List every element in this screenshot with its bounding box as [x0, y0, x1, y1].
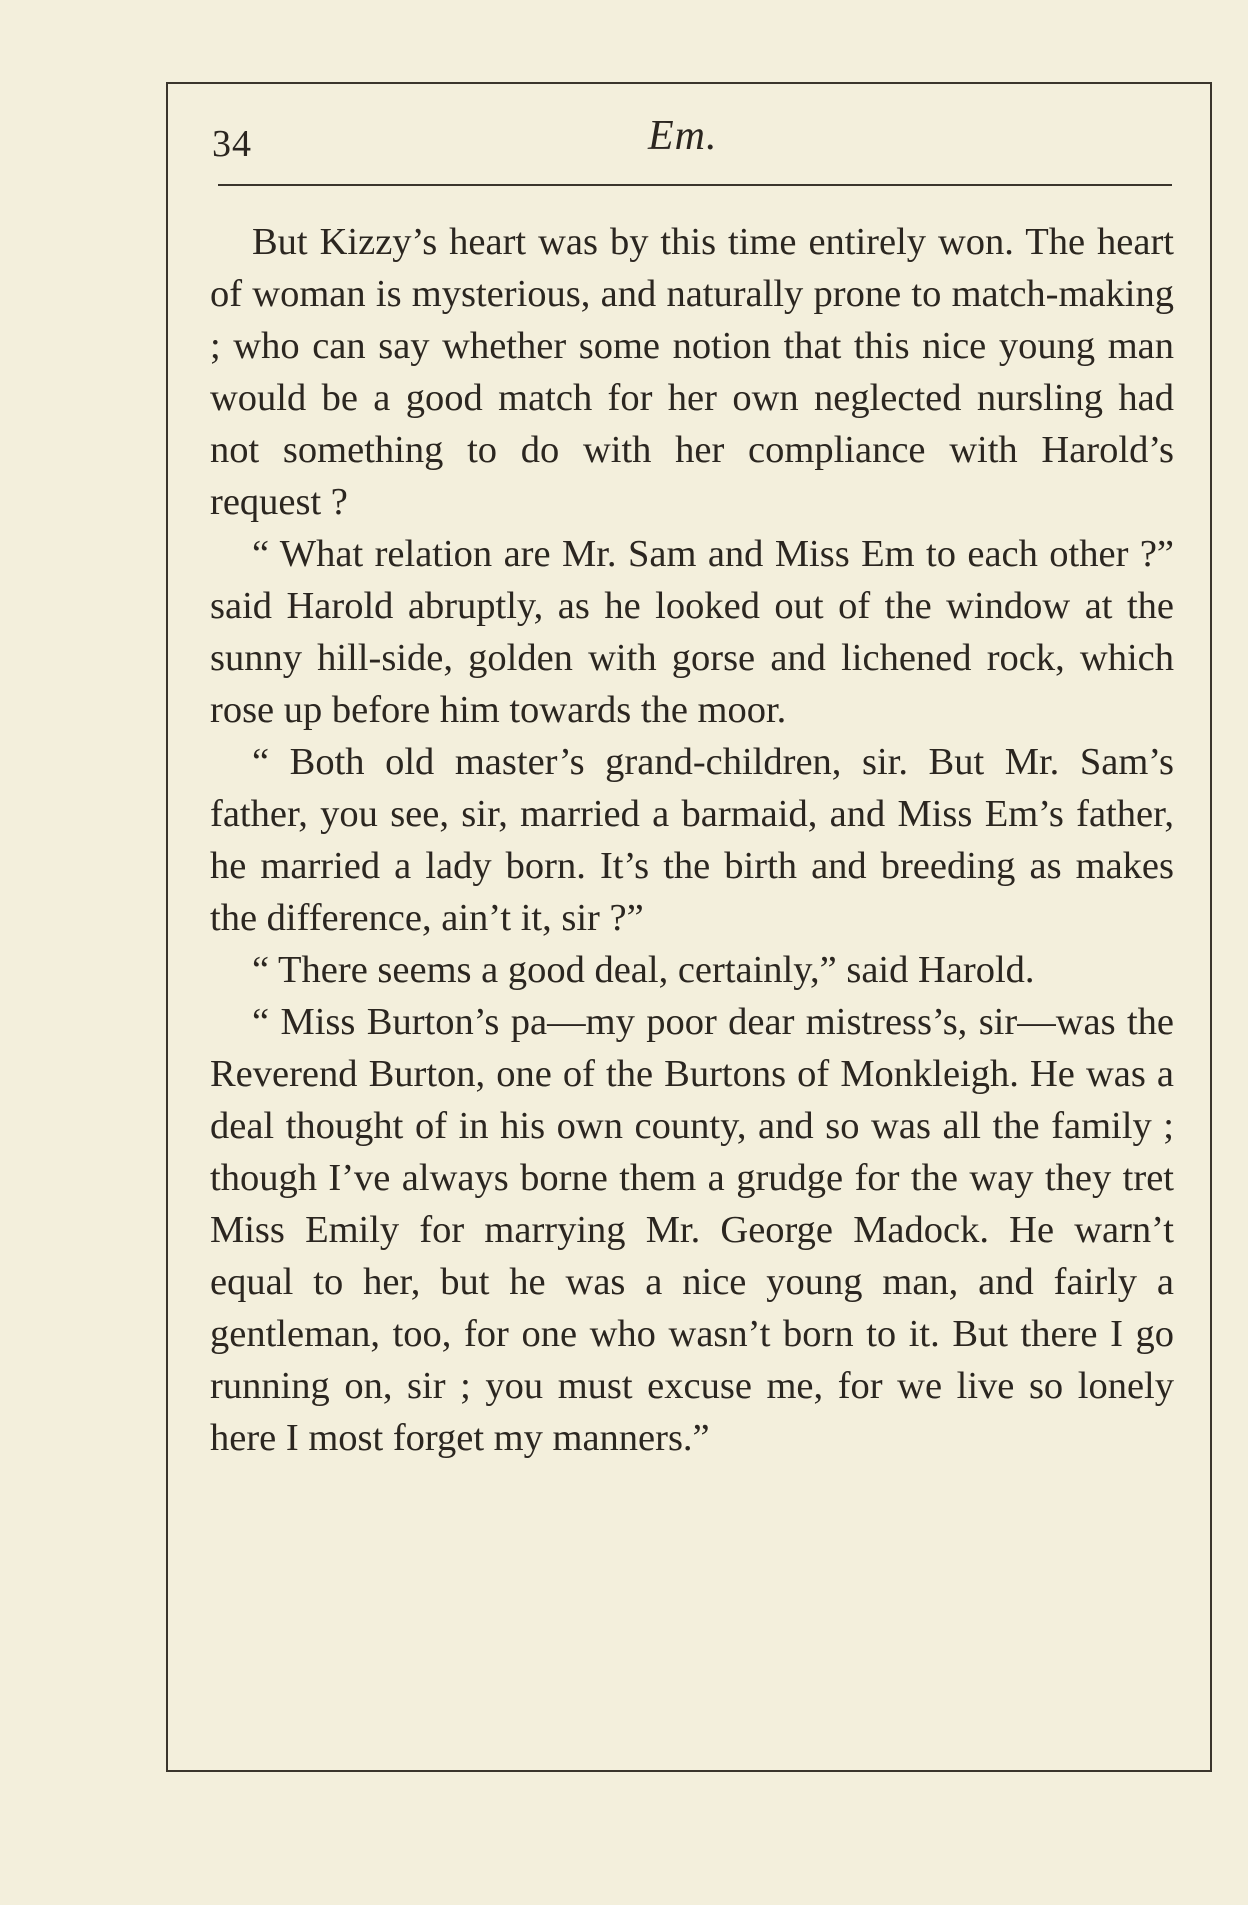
page-number: 34 — [212, 123, 252, 165]
paragraph: But Kizzy’s heart was by this time entirely won. The heart of woman is mysterious, and naturally prone to match-making ; who can say whether some notion that this nice young man would be a good match for her own neglected nursling had not something to do with her compliance with Harold’s request ? — [210, 221, 1174, 523]
header-rule — [218, 184, 1172, 186]
paragraph: “ Both old master’s grand-children, sir. But Mr. Sam’s father, you see, sir, married a barmaid, and Miss Em’s father, he married a lady born. It’s the birth and breeding as makes the difference, ain’t it, sir ?” — [210, 741, 1174, 939]
paragraph: “ What relation are Mr. Sam and Miss Em to each other ?” said Harold abruptly, as he looked out of the window at the sunny hill-side, golden with gorse and lichened rock, which rose up before him towards the moor. — [210, 533, 1174, 731]
running-title: Em. — [648, 113, 718, 159]
body-text — [210, 216, 1174, 1464]
paragraph: “ There seems a good deal, certainly,” said Harold. — [252, 949, 1035, 991]
paragraph: “ Miss Burton’s pa—my poor dear mistress’s, sir—was the Reverend Burton, one of the Burtons of Monkleigh. He was a deal thought of in his own county, and so was all the family ; though I’ve always borne them a grudge for the way they tret Miss Emily for marrying Mr. George Madock. He warn’t equal to her, but he was a nice young man, and fairly a gentleman, too, for one who wasn’t born to it. But there I go running on, sir ; you must excuse me, for we live so lonely here I most forget my manners.” — [210, 1001, 1174, 1459]
